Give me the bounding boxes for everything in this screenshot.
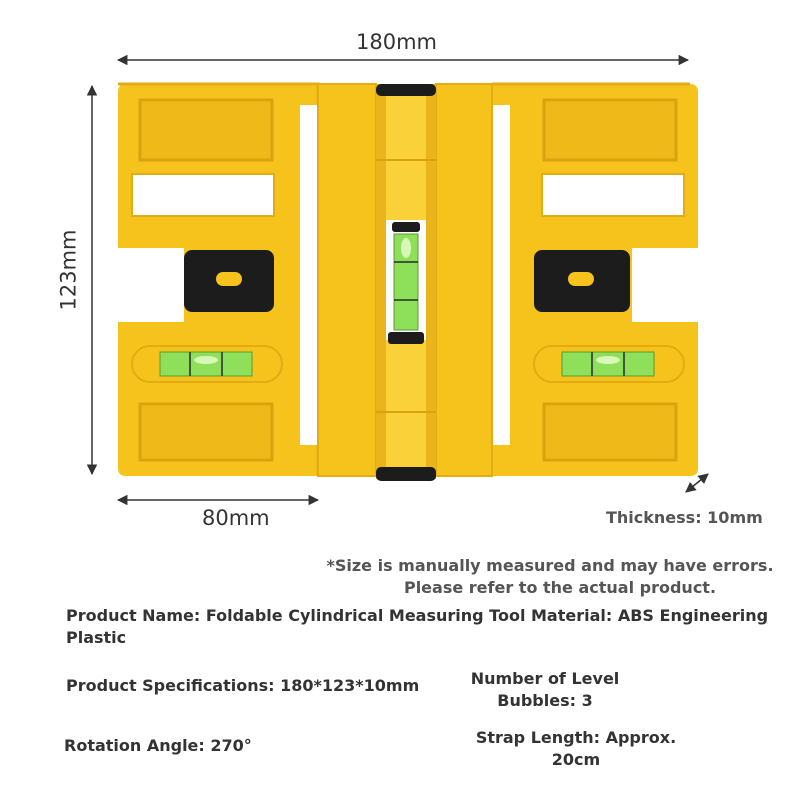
spec-strap: Strap Length: Approx. 20cm: [475, 728, 677, 769]
width-label: 180mm: [352, 30, 441, 54]
thickness-label: Thickness: 10mm: [606, 508, 763, 527]
thickness-dimension-line: [686, 474, 708, 492]
side-width-label: 80mm: [198, 506, 274, 530]
height-label: 123mm: [57, 226, 81, 315]
disclaimer-line2: Please refer to the actual product.: [403, 578, 717, 597]
spec-name-material: Product Name: Foldable Cylindrical Measuring Tool Material: ABS Engineering Plastic: [66, 606, 769, 647]
disclaimer-line1: *Size is manually measured and may have errors.: [326, 556, 774, 575]
spec-bubbles: Number of Level Bubbles: 3: [470, 669, 620, 710]
spec-specifications: Product Specifications: 180*123*10mm: [66, 676, 420, 695]
spec-rotation: Rotation Angle: 270°: [64, 736, 252, 755]
